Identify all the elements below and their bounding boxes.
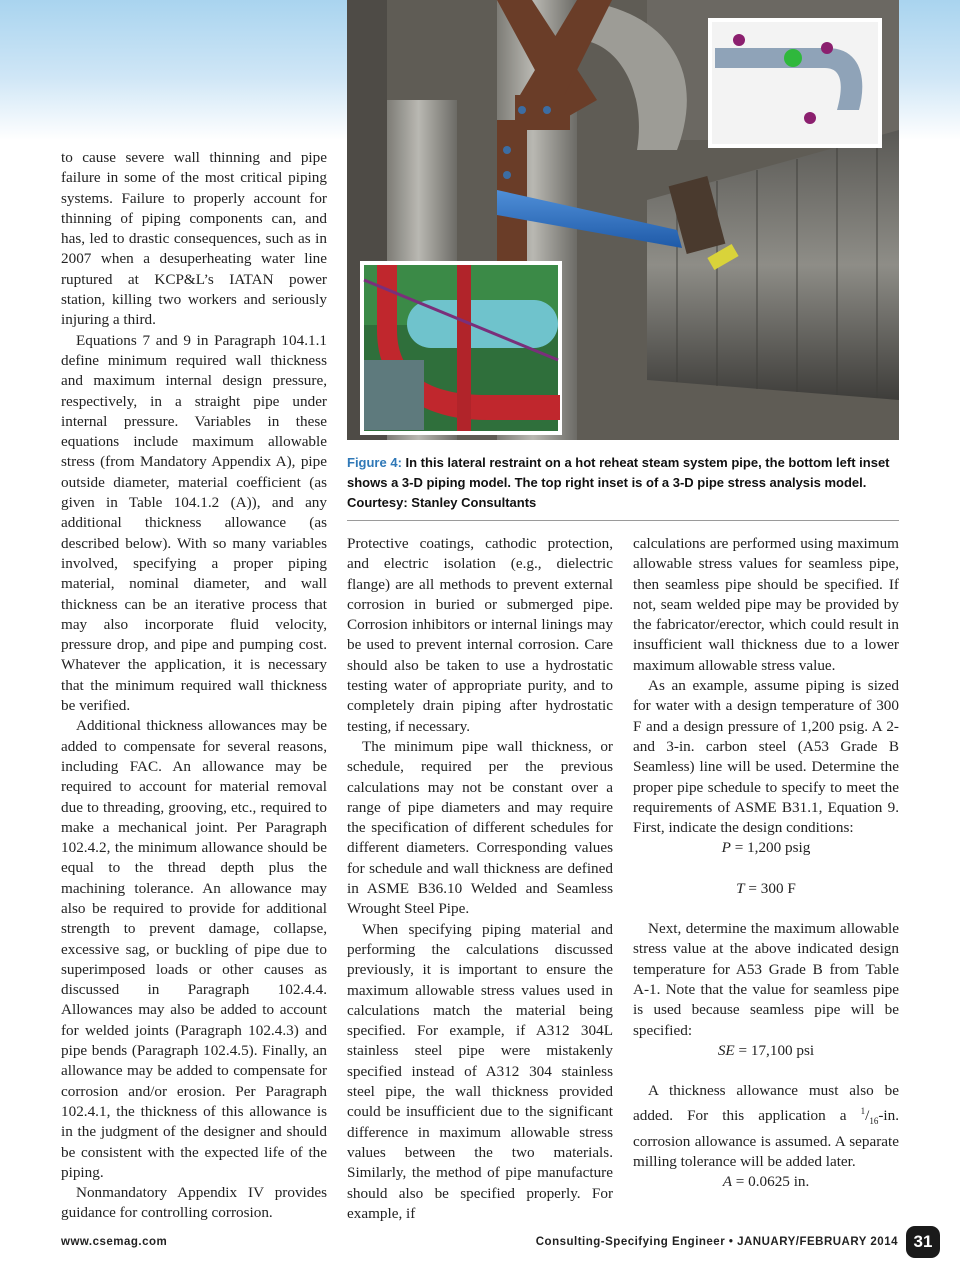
paragraph: calculations are performed using maximum allowable stress values for seamless pipe, then seamless pipe should be specified. If not, seam welded pipe may be provided by the fabricator/erector, which could result in insufficient wall thickness due to a lower maximum allowable stress value. [633, 535, 899, 674]
equation-variable: A [722, 1173, 732, 1191]
equation-pressure [633, 838, 899, 858]
paragraph: Equations 7 and 9 in Paragraph 104.1.1 define minimum required wall thickness and maximum internal design pressure, respectively, in a straight pipe under internal pressure. Variables in these equations include maximum allowable stress (from Mandatory Appendix A), pipe outside diameter, material coefficient (as given in Table 104.1.2 (A)), and any additional thickness allowance (as described below). With so many variables involved, specifying a proper piping material, nominal diameter, and wall thickness can be an iterative process that may also incorporate fluid velocity, pressure drop, and pipe and pumping cost. Whatever the application, it is necessary that the minimum required wall thickness be verified. [61, 331, 327, 715]
equation-value: = 300 F [744, 879, 796, 897]
equation-allowable-stress [633, 1041, 899, 1061]
figure-caption-text: In this lateral restraint on a hot reheat steam system pipe, the bottom left inset shows a 3-D piping model. The top right inset is of a 3-D pipe stress analysis model. Courtesy: Stanley Consultants [347, 455, 890, 510]
article-column-3 [633, 534, 899, 1193]
equation-allowance [633, 1172, 899, 1192]
equation-variable: P [721, 839, 731, 857]
paragraph: As an example, assume piping is sized for water with a design temperature of 300 F and a design pressure of 1,200 psig. A 2- and 3-in. carbon steel (A53 Grade B Seamless) line will be used. Determine the proper pipe schedule to specify to meet the requirements of ASME B31.1, Equation 9. First, indicate the design conditions: [633, 677, 899, 837]
equation-value: = 1,200 psig [730, 839, 811, 857]
equation-value: = 17,100 psi [734, 1041, 815, 1059]
fraction-slash: / [865, 1107, 870, 1125]
article-column-1 [61, 148, 327, 1224]
figure-caption [347, 453, 899, 513]
paragraph: Additional thickness allowances may be added to compensate for several reasons, including FAC. An allowance may be required to account for material removal due to threading, grooving, etc., required to make a mechanical joint. Per Paragraph 102.4.2, the minimum allowance should be equal to the thread depth plus the machining tolerance. An allowance may also be required to provide for additional strength to prevent damage, collapse, excessive sag, or buckling of pipe due to superimposed loads or other causes as discussed in Paragraph 102.4.4. Allowances may also be added to account for welded joints (Paragraph 102.4.3) and pipe bends (Paragraph 102.4.5). Finally, an allowance may be added to compensate for corrosion and/or erosion. Per Paragraph 102.4.1, the thickness of this allowance is in the judgment of the designer and should be consistent with the expected life of the piping. [61, 717, 327, 1181]
paragraph: to cause severe wall thinning and pipe failure in some of the most critical piping systems. Failure to properly account for thinning of piping components can, and has, led to drastic consequences, such as in 2007 when a desuperheating water line ruptured at KCP&L’s IATAN power station, killing two workers and seriously injuring a third. [61, 149, 327, 329]
figure-4-photo [347, 0, 899, 440]
page-number-badge: 31 [906, 1226, 940, 1258]
paragraph: Nonmandatory Appendix IV provides guidance for controlling corrosion. [61, 1184, 327, 1222]
equation-variable: T [736, 879, 745, 897]
equation-variable: SE [717, 1041, 735, 1059]
equation-value: = 0.0625 in. [731, 1173, 810, 1191]
paragraph: When specifying piping material and performing the calculations discussed previously, it is important to ensure the maximum allowable stress values used in calculations match the material being specified. For example, if A312 304L stainless steel pipe were mistakenly specified instead of A312 304 stainless steel pipe, the wall thickness provided could be insufficient due to the significant difference in maximum allowable stress values between the two materials. Similarly, the method of pipe manufacture should also be specified properly. For example, if [347, 920, 613, 1222]
paragraph-text: -in. corrosion allowance is assumed. A separate milling tolerance will be added later. [633, 1107, 899, 1171]
paragraph [633, 1081, 899, 1172]
figure-label: Figure 4: [347, 455, 402, 470]
equation-temperature [633, 879, 899, 899]
paragraph-text: A thickness allowance must also be added. For this application a [633, 1082, 899, 1125]
caption-divider [347, 520, 899, 521]
footer-website[interactable]: www.csemag.com [61, 1236, 168, 1248]
fraction-numerator: 1 [860, 1106, 866, 1117]
paragraph: Next, determine the maximum allowable stress value at the above indicated design temperature for A53 Grade B from Table A-1. Note that the value for seamless pipe is used because seamless pipe will be specified: [633, 920, 899, 1039]
inset-3d-pipe-stress-model [710, 20, 880, 146]
footer-magazine-issue: Consulting-Specifying Engineer • JANUARY/FEBRUARY 2014 [535, 1236, 898, 1248]
paragraph: The minimum pipe wall thickness, or schedule, required per the previous calculations may not be constant over a range of pipe diameters and may require the specification of different schedules for different diameters. Corresponding values for schedule and wall thickness are defined in ASME B36.10 Welded and Seamless Wrought Steel Pipe. [347, 737, 613, 918]
inset-3d-piping-model [362, 263, 560, 433]
article-column-2 [347, 534, 613, 1224]
fraction-denominator: 16 [869, 1116, 879, 1127]
paragraph: Protective coatings, cathodic protection, and electric isolation (e.g., dielectric flange) are all methods to prevent external corrosion in buried or submerged pipe. Corrosion inhibitors or internal linings may be used to prevent internal corrosion. Care should also be taken to use a hydrostatic testing water of appropriate purity, and to completely drain piping after hydrostatic testing, if necessary. [347, 535, 613, 735]
pipe-restraint-illustration [347, 0, 899, 440]
